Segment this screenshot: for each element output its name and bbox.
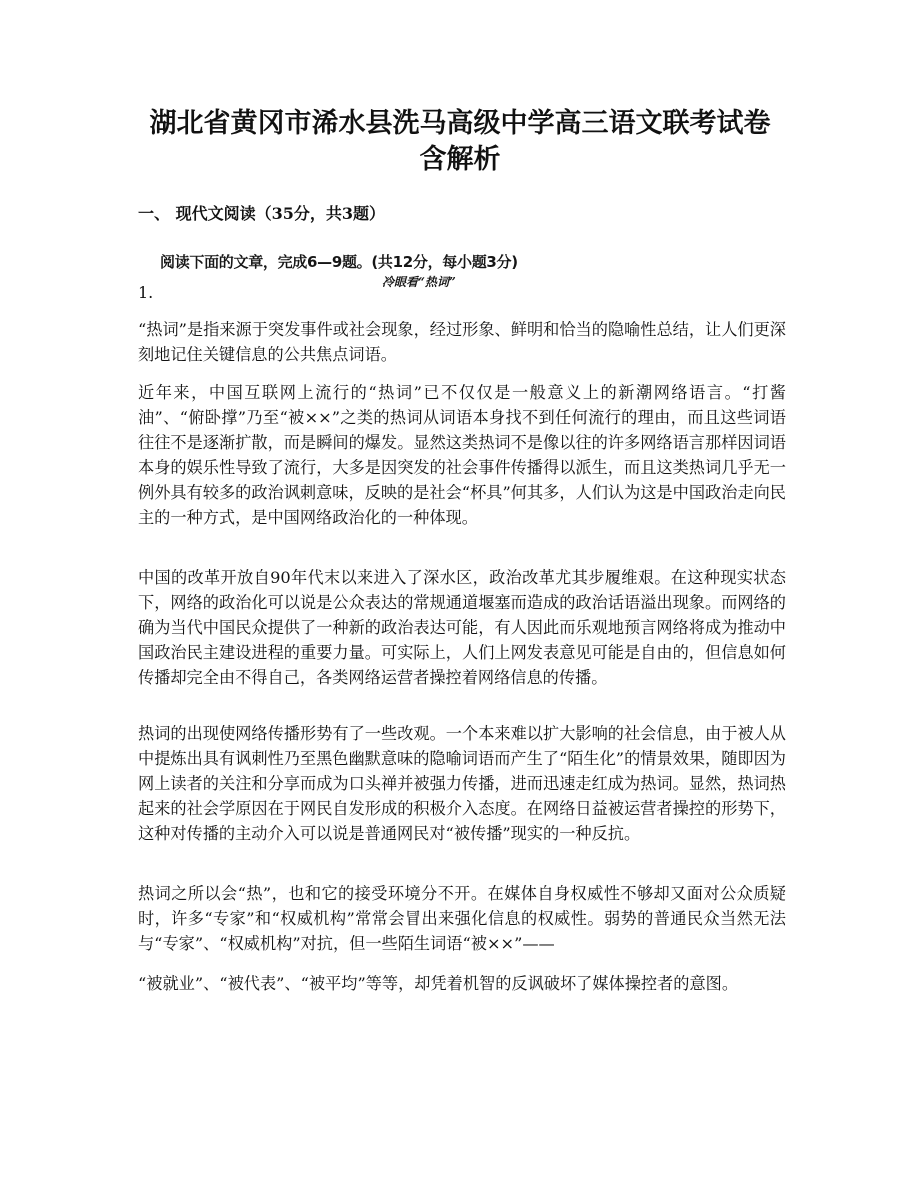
document-title xyxy=(100,106,820,178)
paragraph: “热词”是指来源于突发事件或社会现象，经过形象、鲜明和恰当的隐喻性总结，让人们更深刻地记住关键信息的公共焦点词语。 xyxy=(138,320,786,364)
scanned-instruction-image xyxy=(160,252,560,294)
paragraph: 近年来，中国互联网上流行的“热词”已不仅仅是一般意义上的新潮网络语言。“打酱油”、“俯卧撑”乃至“被××”之类的热词从词语本身找不到任何流行的理由，而且这些词语往往不是逐渐扩散，而是瞬间的爆发。显然这类热词不是像以往的许多网络语言那样因词语本身的娱乐性导致了流行，大多是因突发的社会事件传播得以派生，而且这类热词几乎无一例外具有较多的政治讽刺意味，反映的是社会“杯具”何其多，人们认为这是中国政治走向民主的一种方式，是中国网络政治化的一种体现。 xyxy=(138,383,786,527)
paragraph: 热词的出现使网络传播形势有了一些改观。一个本来难以扩大影响的社会信息，由于被人从中提炼出具有讽刺性乃至黑色幽默意味的隐喻词语而产生了“陌生化”的情景效果，随即因为网上读者的关注和分享而成为口头禅并被强力传播，进而迅速走红成为热词。显然，热词热起来的社会学原因在于网民自发形成的积极介入态度。在网络日益被运营者操控的形势下，这种对传播的主动介入可以说是普通网民对“被传播”现实的一种反抗。 xyxy=(138,724,786,843)
title-line-2: 含解析 xyxy=(419,144,501,175)
question-number: 1. xyxy=(138,283,154,302)
scanned-article-title: 冷眼看“热词” xyxy=(382,275,456,289)
paragraph: “被就业”、“被代表”、“被平均”等等，却凭着机智的反讽破坏了媒体操控者的意图。 xyxy=(138,974,739,993)
paragraph: 热词之所以会“热”，也和它的接受环境分不开。在媒体自身权威性不够却又面对公众质疑时，许多“专家”和“权威机构”常常会冒出来强化信息的权威性。弱势的普通民众当然无法与“专家”、“权威机构”对抗，但一些陌生词语“被××”—— xyxy=(138,884,786,953)
title-line-1: 湖北省黄冈市浠水县洗马高级中学高三语文联考试卷 xyxy=(149,108,771,139)
section-heading: 一、 现代文阅读（35分，共3题） xyxy=(138,204,385,223)
paragraph: 中国的改革开放自90年代末以来进入了深水区，政治改革尤其步履维艰。在这种现实状态下，网络的政治化可以说是公众表达的常规通道堰塞而造成的政治话语溢出现象。而网络的确为当代中国民众提供了一种新的政治表达可能，有人因此而乐观地预言网络将成为推动中国政治民主建设进程的重要力量。可实际上，人们上网发表意见可能是自由的，但信息如何传播却完全由不得自己，各类网络运营者操控着网络信息的传播。 xyxy=(138,568,786,687)
scanned-instruction-text: 阅读下面的文章，完成6—9题。(共12分，每小题3分) xyxy=(160,253,518,271)
